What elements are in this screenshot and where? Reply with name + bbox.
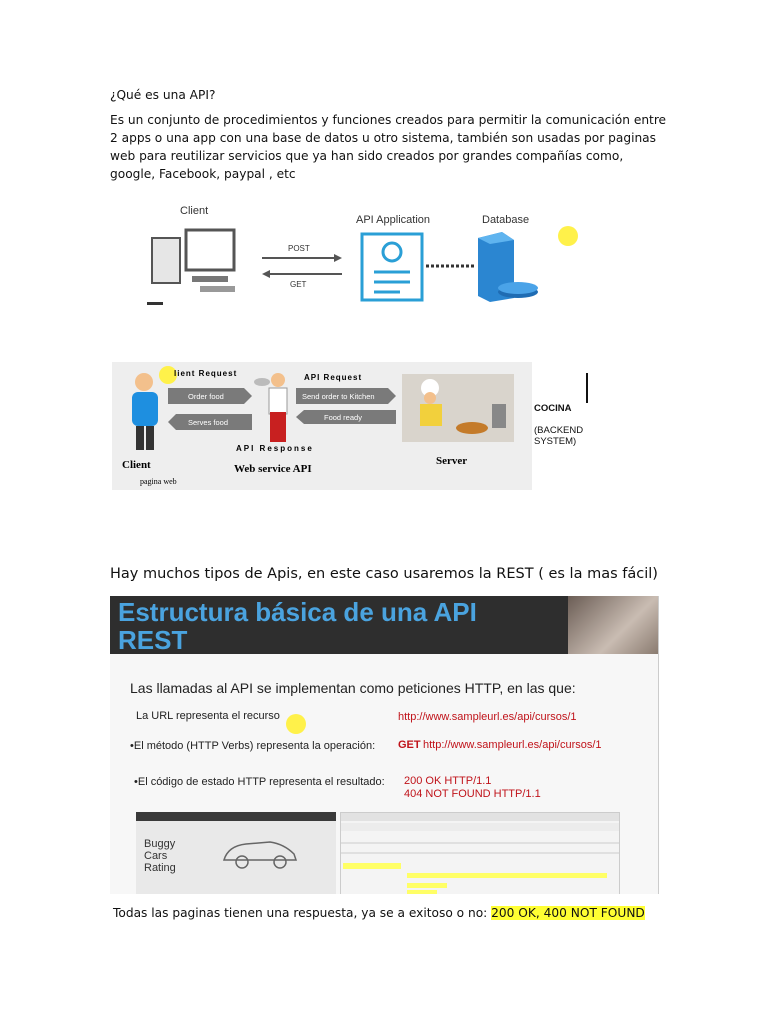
slide-intro: Las llamadas al API se implementan como peticiones HTTP, en las que: [130,680,576,696]
cocina-label: COCINA [534,403,572,414]
post-label: POST [288,244,310,253]
backend-system-label: (BACKEND SYSTEM) [534,425,584,447]
devtools-screenshot [340,812,620,894]
api-request-label: API Request [304,373,363,382]
buggy-cars-screenshot [136,812,336,894]
row2-left: •El método (HTTP Verbs) representa la operación: [130,740,376,752]
send-order-label: Send order to Kitchen [302,392,375,401]
row1-right: http://www.sampleurl.es/api/cursos/1 [398,711,577,723]
row2-verb: GET [398,739,421,751]
api-diagram-client-database [130,196,600,321]
slide-banner [110,596,658,654]
order-food-label: Order food [188,392,224,401]
api-application-label: API Application [356,214,430,226]
shot-line3: Rating [144,862,176,874]
database-label: Database [482,214,530,226]
client-request-label: lient Request [174,369,238,378]
section-heading: ¿Qué es una API? [110,88,216,102]
shot-line2: Cars [144,850,168,862]
rest-structure-slide [110,596,659,894]
server-label: Server [436,455,468,467]
client-label: Client [180,205,209,217]
row1-left: La URL representa el recurso [136,710,280,722]
api-restaurant-diagram [112,362,532,490]
cursor-highlight-icon [286,714,306,734]
row2-right: http://www.sampleurl.es/api/cursos/1 [423,739,602,751]
api-response-label: API Response [236,444,314,453]
web-service-label: Web service API [234,463,312,475]
intro-paragraph: Es un conjunto de procedimientos y funciones creados para permitir la comunicación entre 2 apps o una app con una base de datos u otro sistema, también son usadas por paginas web para reutilizar servicios que ya han sido creados por grandes compañías como, google, Facebook, paypal , etc [110,113,667,181]
food-ready-label: Food ready [324,413,362,422]
shot-line1: Buggy [144,838,176,850]
slide-title-line1: Estructura básica de una API [118,597,477,627]
row3-right1: 200 OK HTTP/1.1 [404,775,492,787]
cursor-highlight-icon [558,226,578,246]
get-arrow [262,270,270,278]
slide-title-line2: REST [118,625,188,655]
get-label: GET [290,280,307,289]
rest-heading: Hay muchos tipos de Apis, en este caso usaremos la REST ( es la mas fácil) [110,566,658,582]
car-icon [220,832,300,872]
divider [586,373,588,403]
keyboard-photo [568,596,658,654]
database-server-icon [478,232,538,302]
row3-left: •El código de estado HTTP representa el resultado: [134,776,385,788]
post-arrow [334,254,342,262]
kitchen-chef-icon [402,374,514,442]
status-highlight: 200 OK, 400 NOT FOUND [491,906,645,920]
api-document-icon [362,234,422,300]
computer-icon [147,230,235,305]
closing-sentence [113,906,645,920]
serves-food-label: Serves food [188,418,229,427]
row3-right2: 404 NOT FOUND HTTP/1.1 [404,788,541,800]
pagina-web-label: pagina web [140,477,177,486]
client-label: Client [122,459,151,471]
closing-text: Todas las paginas tienen una respuesta, ya se a exitoso o no: [113,906,492,920]
